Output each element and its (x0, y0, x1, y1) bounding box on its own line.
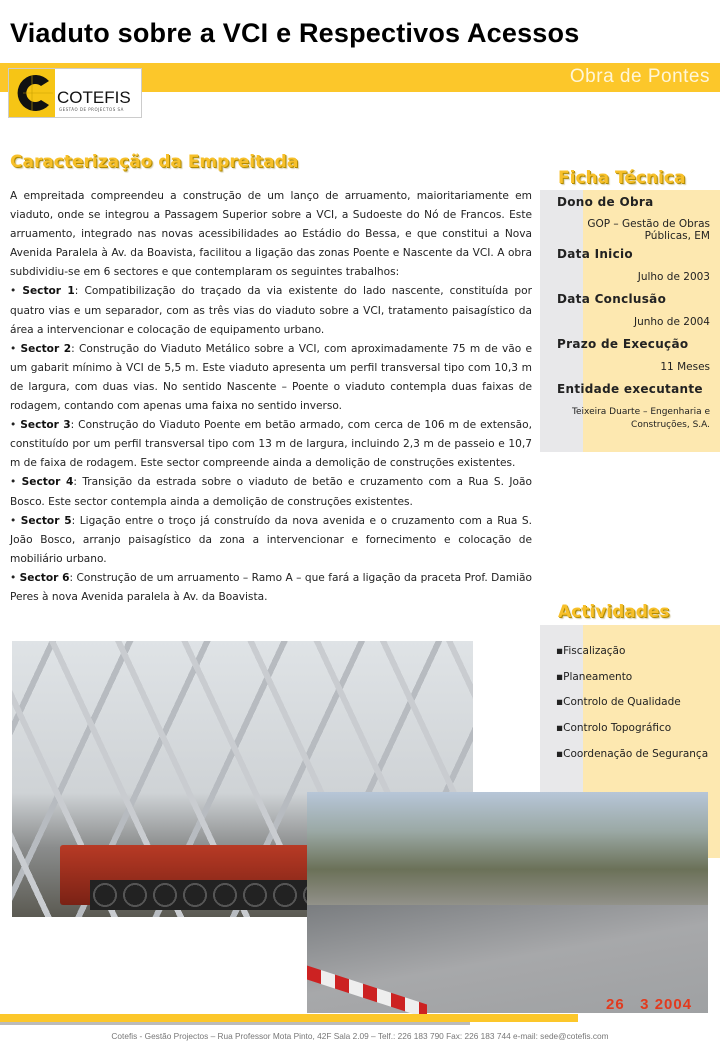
ficha-value: Construções, S.A. (631, 420, 710, 430)
section-heading: Caracterização da Empreitada (10, 152, 299, 172)
sector-item: • Sector 2: Construção do Viaduto Metálico sobre a VCI, com aproximadamente 75 m de vão e um gabarit mínimo à VCI de 5,5 m. Este viaduto apresenta um perfil transversal tipo com 10,3 m de largura, com duas vias. No sentido Nascente – Poente o viaduto contempla duas faixas de rodagem, contando com apenas uma faixa no sentido inverso. (10, 342, 532, 413)
photo-date-stamp: 26 3 2004 (606, 996, 693, 1013)
sector-label: Sector 6 (19, 571, 70, 584)
sector-label: Sector 4 (21, 476, 74, 489)
activity-item: ▪Fiscalização (556, 645, 626, 657)
sector-text: : Transição da estrada sobre o viaduto de betão e cruzamento com a Rua S. João Bosco. Este sector contempla ainda a demolição de construções existentes. (10, 476, 532, 508)
ficha-tecnica-panel (540, 190, 720, 452)
sector-label: Sector 2 (20, 342, 72, 355)
sector-item: • Sector 3: Construção do Viaduto Poente em betão armado, com cerca de 106 m de extensão, constituído por um perfil transversal tipo com 13 m de largura, incluindo 2,3 m de passeio e 10,7 m de faixa de rodagem. Este sector compreende ainda a demolição de construções existentes. (10, 419, 532, 470)
sector-label: Sector 1 (22, 285, 75, 298)
description-body (10, 187, 532, 607)
logo-name: COTEFIS (57, 88, 131, 107)
activity-item: ▪Coordenação de Segurança (556, 748, 709, 760)
ficha-label: Prazo de Execução (557, 337, 689, 351)
ficha-label: Data Conclusão (557, 292, 667, 306)
activity-item: ▪Controlo Topográfico (556, 722, 672, 734)
ficha-label: Data Inicio (557, 247, 633, 261)
sector-item: • Sector 1: Compatibilização do traçado da via existente do lado nascente, constituída por quatro vias e um separador, com as três vias do viaduto sobre a VCI, tratamento paisagístico da área a intervencionar e colocação de equipamento urbano. (10, 285, 532, 336)
sector-label: Sector 5 (20, 514, 72, 527)
ficha-value: Junho de 2004 (633, 316, 710, 328)
ficha-value: Públicas, EM (644, 230, 710, 242)
footer-bar (0, 1014, 578, 1022)
cotefis-logo (8, 68, 142, 118)
activity-item: ▪Planeamento (556, 671, 633, 683)
sector-text: : Ligação entre o troço já construído da nova avenida e o cruzamento com a Rua S. João Bosco, arranjo paisagístico da zona a intervencionar e fornecimento e colocação de mobiliário urbano. (10, 514, 532, 565)
header-subtitle: Obra de Pontes (569, 66, 710, 87)
page-title: Viaduto sobre a VCI e Respectivos Acessos (10, 18, 580, 48)
sector-text: : Construção do Viaduto Poente em betão armado, com cerca de 106 m de extensão, constituído por um perfil transversal tipo com 13 m de largura, incluindo 2,3 m de passeio e 10,7 m de faixa de rodagem. Este sector compreende ainda a demolição de construções existentes. (10, 419, 532, 470)
logo-subtext: GESTÃO DE PROJECTOS SA (59, 107, 124, 112)
actividades-heading: Actividades (558, 602, 670, 622)
sector-text: : Compatibilização do traçado da via existente do lado nascente, constituída por quatro vias e um separador, com as três vias do viaduto sobre a VCI, tratamento paisagístico da área a intervencionar e colocação de equipamento urbano. (10, 285, 532, 336)
intro-paragraph: A empreitada compreendeu a construção de um lanço de arruamento, maioritariamente em viaduto, onde se integrou a Passagem Superior sobre a VCI, a Sudoeste do Nó de Francos. Este arruamento, integrado nas novas acessibilidades ao Estádio do Bessa, e que constitui a Nova Avenida Paralela à Av. da Boavista, facilitou a ligação das zonas Poente e Nascente da VCI. A obra subdividiu-se em 6 sectores e que contemplaram os seguintes trabalhos: (10, 190, 532, 279)
sector-item: • Sector 5: Ligação entre o troço já construído da nova avenida e o cruzamento com a Rua S. João Bosco, arranjo paisagístico da zona a intervencionar e fornecimento e colocação de mobiliário urbano. (10, 514, 532, 565)
ficha-heading: Ficha Técnica (558, 168, 686, 188)
ficha-label: Entidade executante (557, 382, 703, 396)
sector-label: Sector 3 (20, 419, 71, 432)
ficha-value: 11 Meses (660, 361, 710, 373)
ficha-value: Teixeira Duarte – Engenharia e (572, 407, 710, 417)
footer-divider (0, 1022, 470, 1025)
footer-contact: Cotefis - Gestão Projectos – Rua Professor Mota Pinto, 42F Sala 2.09 – Telf.: 226 183 790 Fax: 226 183 744 e-mail: sede@cotefis.com (111, 1031, 609, 1041)
ficha-label: Dono de Obra (557, 195, 654, 209)
sector-text: : Construção de um arruamento – Ramo A – que fará a ligação da praceta Prof. Damião Peres à nova Avenida paralela à Av. da Boavista. (10, 571, 532, 603)
ficha-value: Julho de 2003 (637, 271, 710, 283)
ficha-value: GOP – Gestão de Obras (587, 218, 710, 230)
sector-item: • Sector 4: Transição da estrada sobre o viaduto de betão e cruzamento com a Rua S. João Bosco. Este sector contempla ainda a demolição de construções existentes. (10, 476, 532, 508)
sector-text: : Construção do Viaduto Metálico sobre a VCI, com aproximadamente 75 m de vão e um gabarit mínimo à VCI de 5,5 m. Este viaduto apresenta um perfil transversal tipo com 10,3 m de largura, com duas vias. No sentido Nascente – Poente o viaduto contempla duas faixas de rodagem, contando com apenas uma faixa no sentido inverso. (10, 342, 532, 413)
logo-c-icon (9, 69, 55, 117)
activity-item: ▪Controlo de Qualidade (556, 696, 681, 708)
sector-item: • Sector 6: Construção de um arruamento – Ramo A – que fará a ligação da praceta Prof. Damião Peres à nova Avenida paralela à Av. da Boavista. (10, 571, 532, 603)
